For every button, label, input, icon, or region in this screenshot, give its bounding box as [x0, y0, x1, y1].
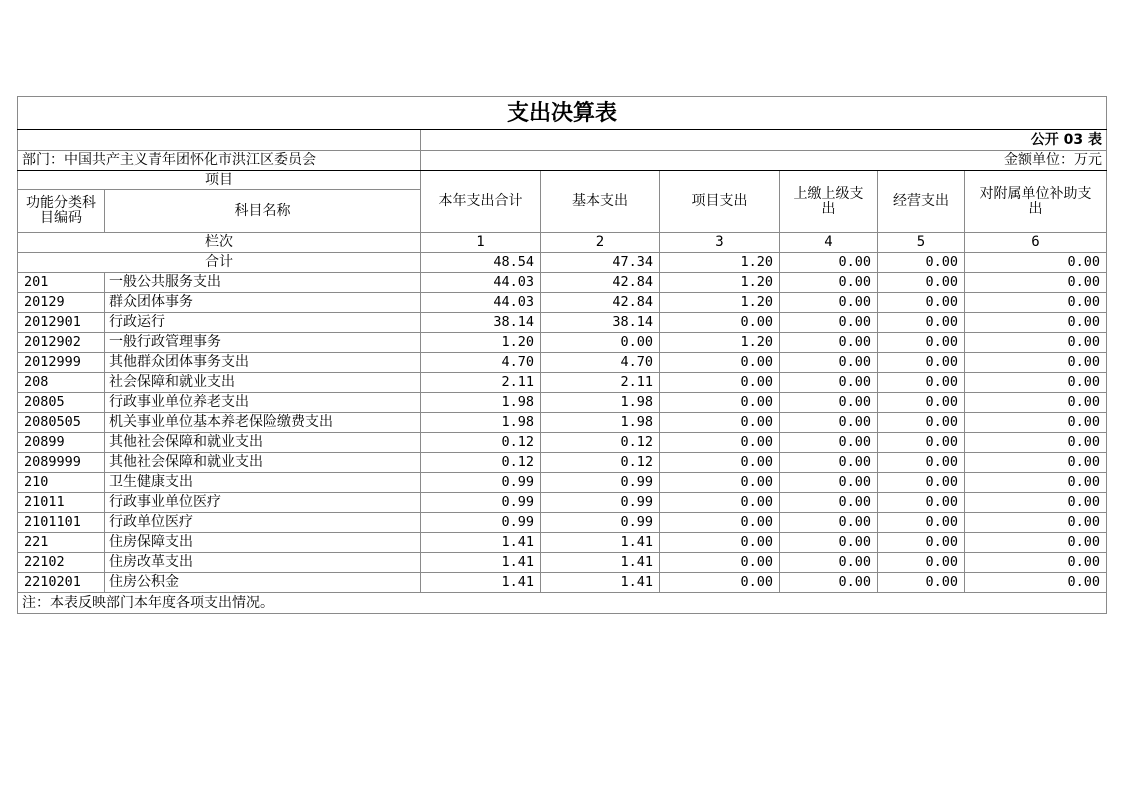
- blank-cell: [18, 130, 421, 151]
- amount-cell: 0.99: [421, 493, 541, 513]
- amount-cell: 0.00: [878, 333, 965, 353]
- total-value: 1.20: [660, 253, 780, 273]
- total-value: 0.00: [878, 253, 965, 273]
- amount-cell: 0.12: [421, 453, 541, 473]
- amount-cell: 1.98: [541, 393, 660, 413]
- table-row: [18, 393, 1107, 413]
- amount-cell: 1.41: [541, 533, 660, 553]
- amount-cell: 0.00: [541, 333, 660, 353]
- header-col2: 基本支出: [541, 171, 660, 233]
- amount-cell: 1.20: [660, 273, 780, 293]
- amount-cell: 38.14: [541, 313, 660, 333]
- total-value: 47.34: [541, 253, 660, 273]
- amount-cell: 1.41: [421, 533, 541, 553]
- subject-name: 住房保障支出: [105, 533, 421, 553]
- subject-name: 社会保障和就业支出: [105, 373, 421, 393]
- header-col6: 对附属单位补助支出: [965, 171, 1107, 233]
- amount-cell: 44.03: [421, 293, 541, 313]
- amount-cell: 4.70: [421, 353, 541, 373]
- table-row: [18, 273, 1107, 293]
- table-row: [18, 533, 1107, 553]
- total-row-label: 合计: [18, 253, 421, 273]
- amount-cell: 0.00: [780, 273, 878, 293]
- amount-cell: 0.00: [780, 473, 878, 493]
- amount-cell: 1.98: [421, 413, 541, 433]
- subject-code: 20899: [18, 433, 105, 453]
- header-col3: 项目支出: [660, 171, 780, 233]
- subject-name: 卫生健康支出: [105, 473, 421, 493]
- table-row: [18, 453, 1107, 473]
- subject-code: 2012999: [18, 353, 105, 373]
- table-number: 公开 03 表: [421, 130, 1107, 151]
- subject-code: 2210201: [18, 573, 105, 593]
- table-row: [18, 293, 1107, 313]
- total-value: 48.54: [421, 253, 541, 273]
- amount-cell: 0.00: [660, 313, 780, 333]
- table-row: [18, 573, 1107, 593]
- header-item: 项目: [18, 171, 421, 190]
- amount-cell: 0.00: [878, 533, 965, 553]
- amount-cell: 0.00: [660, 433, 780, 453]
- header-code: 功能分类科目编码: [18, 190, 105, 233]
- amount-cell: 0.00: [878, 553, 965, 573]
- amount-cell: 0.99: [541, 513, 660, 533]
- amount-cell: 0.00: [780, 533, 878, 553]
- unit-label: 金额单位：万元: [421, 151, 1107, 171]
- amount-cell: 0.00: [965, 513, 1107, 533]
- amount-cell: 0.00: [965, 273, 1107, 293]
- amount-cell: 0.12: [421, 433, 541, 453]
- amount-cell: 0.00: [965, 473, 1107, 493]
- amount-cell: 0.00: [878, 353, 965, 373]
- header-col1: 本年支出合计: [421, 171, 541, 233]
- subject-code: 221: [18, 533, 105, 553]
- amount-cell: 0.00: [660, 453, 780, 473]
- column-number: 4: [780, 233, 878, 253]
- amount-cell: 0.00: [780, 333, 878, 353]
- amount-cell: 42.84: [541, 293, 660, 313]
- subject-name: 住房公积金: [105, 573, 421, 593]
- header-col4: 上缴上级支出: [780, 171, 878, 233]
- column-row-label: 栏次: [18, 233, 421, 253]
- amount-cell: 0.12: [541, 433, 660, 453]
- subject-name: 一般行政管理事务: [105, 333, 421, 353]
- amount-cell: 0.00: [660, 373, 780, 393]
- amount-cell: 0.00: [878, 433, 965, 453]
- amount-cell: 0.00: [780, 313, 878, 333]
- amount-cell: 0.00: [660, 493, 780, 513]
- amount-cell: 0.00: [878, 453, 965, 473]
- amount-cell: 0.00: [780, 393, 878, 413]
- amount-cell: 4.70: [541, 353, 660, 373]
- subject-name: 一般公共服务支出: [105, 273, 421, 293]
- amount-cell: 0.00: [660, 513, 780, 533]
- amount-cell: 0.00: [660, 533, 780, 553]
- total-value: 0.00: [780, 253, 878, 273]
- table-row: [18, 353, 1107, 373]
- subject-name: 机关事业单位基本养老保险缴费支出: [105, 413, 421, 433]
- amount-cell: 0.00: [878, 393, 965, 413]
- subject-code: 22102: [18, 553, 105, 573]
- subject-code: 208: [18, 373, 105, 393]
- header-name: 科目名称: [105, 190, 421, 233]
- amount-cell: 0.00: [878, 513, 965, 533]
- subject-code: 201: [18, 273, 105, 293]
- table-row: [18, 553, 1107, 573]
- subject-code: 21011: [18, 493, 105, 513]
- amount-cell: 0.00: [660, 473, 780, 493]
- amount-cell: 1.20: [660, 293, 780, 313]
- amount-cell: 0.00: [965, 453, 1107, 473]
- subject-code: 210: [18, 473, 105, 493]
- amount-cell: 1.41: [541, 553, 660, 573]
- subject-name: 其他群众团体事务支出: [105, 353, 421, 373]
- amount-cell: 0.00: [780, 553, 878, 573]
- amount-cell: 0.99: [541, 493, 660, 513]
- column-number: 5: [878, 233, 965, 253]
- subject-code: 2080505: [18, 413, 105, 433]
- table-row: [18, 313, 1107, 333]
- table-row: [18, 333, 1107, 353]
- subject-code: 2089999: [18, 453, 105, 473]
- amount-cell: 1.20: [421, 333, 541, 353]
- amount-cell: 44.03: [421, 273, 541, 293]
- amount-cell: 0.00: [660, 553, 780, 573]
- amount-cell: 0.00: [780, 573, 878, 593]
- page-title: 支出决算表: [18, 97, 1107, 130]
- footnote: 注：本表反映部门本年度各项支出情况。: [18, 593, 1107, 614]
- subject-code: 20129: [18, 293, 105, 313]
- amount-cell: 1.41: [421, 573, 541, 593]
- amount-cell: 0.00: [878, 313, 965, 333]
- subject-code: 20805: [18, 393, 105, 413]
- table-row: [18, 473, 1107, 493]
- amount-cell: 0.00: [965, 553, 1107, 573]
- table-row: [18, 493, 1107, 513]
- amount-cell: 0.12: [541, 453, 660, 473]
- table-row: [18, 433, 1107, 453]
- amount-cell: 0.00: [878, 473, 965, 493]
- amount-cell: 0.99: [421, 473, 541, 493]
- amount-cell: 0.00: [878, 273, 965, 293]
- subject-code: 2012902: [18, 333, 105, 353]
- column-number: 2: [541, 233, 660, 253]
- subject-name: 行政事业单位养老支出: [105, 393, 421, 413]
- amount-cell: 0.00: [780, 493, 878, 513]
- subject-name: 其他社会保障和就业支出: [105, 453, 421, 473]
- amount-cell: 0.00: [780, 453, 878, 473]
- amount-cell: 0.00: [878, 293, 965, 313]
- amount-cell: 1.98: [541, 413, 660, 433]
- amount-cell: 0.00: [660, 413, 780, 433]
- subject-code: 2101101: [18, 513, 105, 533]
- subject-name: 群众团体事务: [105, 293, 421, 313]
- amount-cell: 38.14: [421, 313, 541, 333]
- amount-cell: 0.00: [965, 293, 1107, 313]
- amount-cell: 0.00: [660, 573, 780, 593]
- amount-cell: 0.00: [780, 513, 878, 533]
- amount-cell: 1.41: [541, 573, 660, 593]
- amount-cell: 0.00: [965, 493, 1107, 513]
- amount-cell: 0.00: [780, 433, 878, 453]
- subject-name: 行政事业单位医疗: [105, 493, 421, 513]
- amount-cell: 0.99: [421, 513, 541, 533]
- amount-cell: 0.00: [965, 373, 1107, 393]
- amount-cell: 0.00: [780, 353, 878, 373]
- table-row: [18, 413, 1107, 433]
- amount-cell: 0.00: [660, 353, 780, 373]
- amount-cell: 1.41: [421, 553, 541, 573]
- table-row: [18, 513, 1107, 533]
- amount-cell: 0.00: [965, 333, 1107, 353]
- amount-cell: 1.98: [421, 393, 541, 413]
- total-value: 0.00: [965, 253, 1107, 273]
- amount-cell: 0.00: [965, 533, 1107, 553]
- amount-cell: 0.00: [965, 313, 1107, 333]
- amount-cell: 0.00: [878, 573, 965, 593]
- table-row: [18, 373, 1107, 393]
- subject-name: 住房改革支出: [105, 553, 421, 573]
- amount-cell: 0.00: [965, 393, 1107, 413]
- subject-name: 其他社会保障和就业支出: [105, 433, 421, 453]
- subject-name: 行政运行: [105, 313, 421, 333]
- amount-cell: 0.00: [780, 413, 878, 433]
- amount-cell: 0.00: [965, 413, 1107, 433]
- amount-cell: 0.00: [878, 413, 965, 433]
- amount-cell: 42.84: [541, 273, 660, 293]
- column-number: 6: [965, 233, 1107, 253]
- amount-cell: 0.99: [541, 473, 660, 493]
- amount-cell: 1.20: [660, 333, 780, 353]
- expenditure-table: [17, 96, 1107, 614]
- header-col5: 经营支出: [878, 171, 965, 233]
- amount-cell: 2.11: [541, 373, 660, 393]
- amount-cell: 0.00: [878, 373, 965, 393]
- amount-cell: 0.00: [660, 393, 780, 413]
- amount-cell: 0.00: [878, 493, 965, 513]
- amount-cell: 0.00: [965, 573, 1107, 593]
- amount-cell: 0.00: [965, 433, 1107, 453]
- amount-cell: 2.11: [421, 373, 541, 393]
- amount-cell: 0.00: [780, 373, 878, 393]
- column-number: 1: [421, 233, 541, 253]
- amount-cell: 0.00: [780, 293, 878, 313]
- subject-code: 2012901: [18, 313, 105, 333]
- subject-name: 行政单位医疗: [105, 513, 421, 533]
- column-number: 3: [660, 233, 780, 253]
- amount-cell: 0.00: [965, 353, 1107, 373]
- department-label: 部门：中国共产主义青年团怀化市洪江区委员会: [18, 151, 421, 171]
